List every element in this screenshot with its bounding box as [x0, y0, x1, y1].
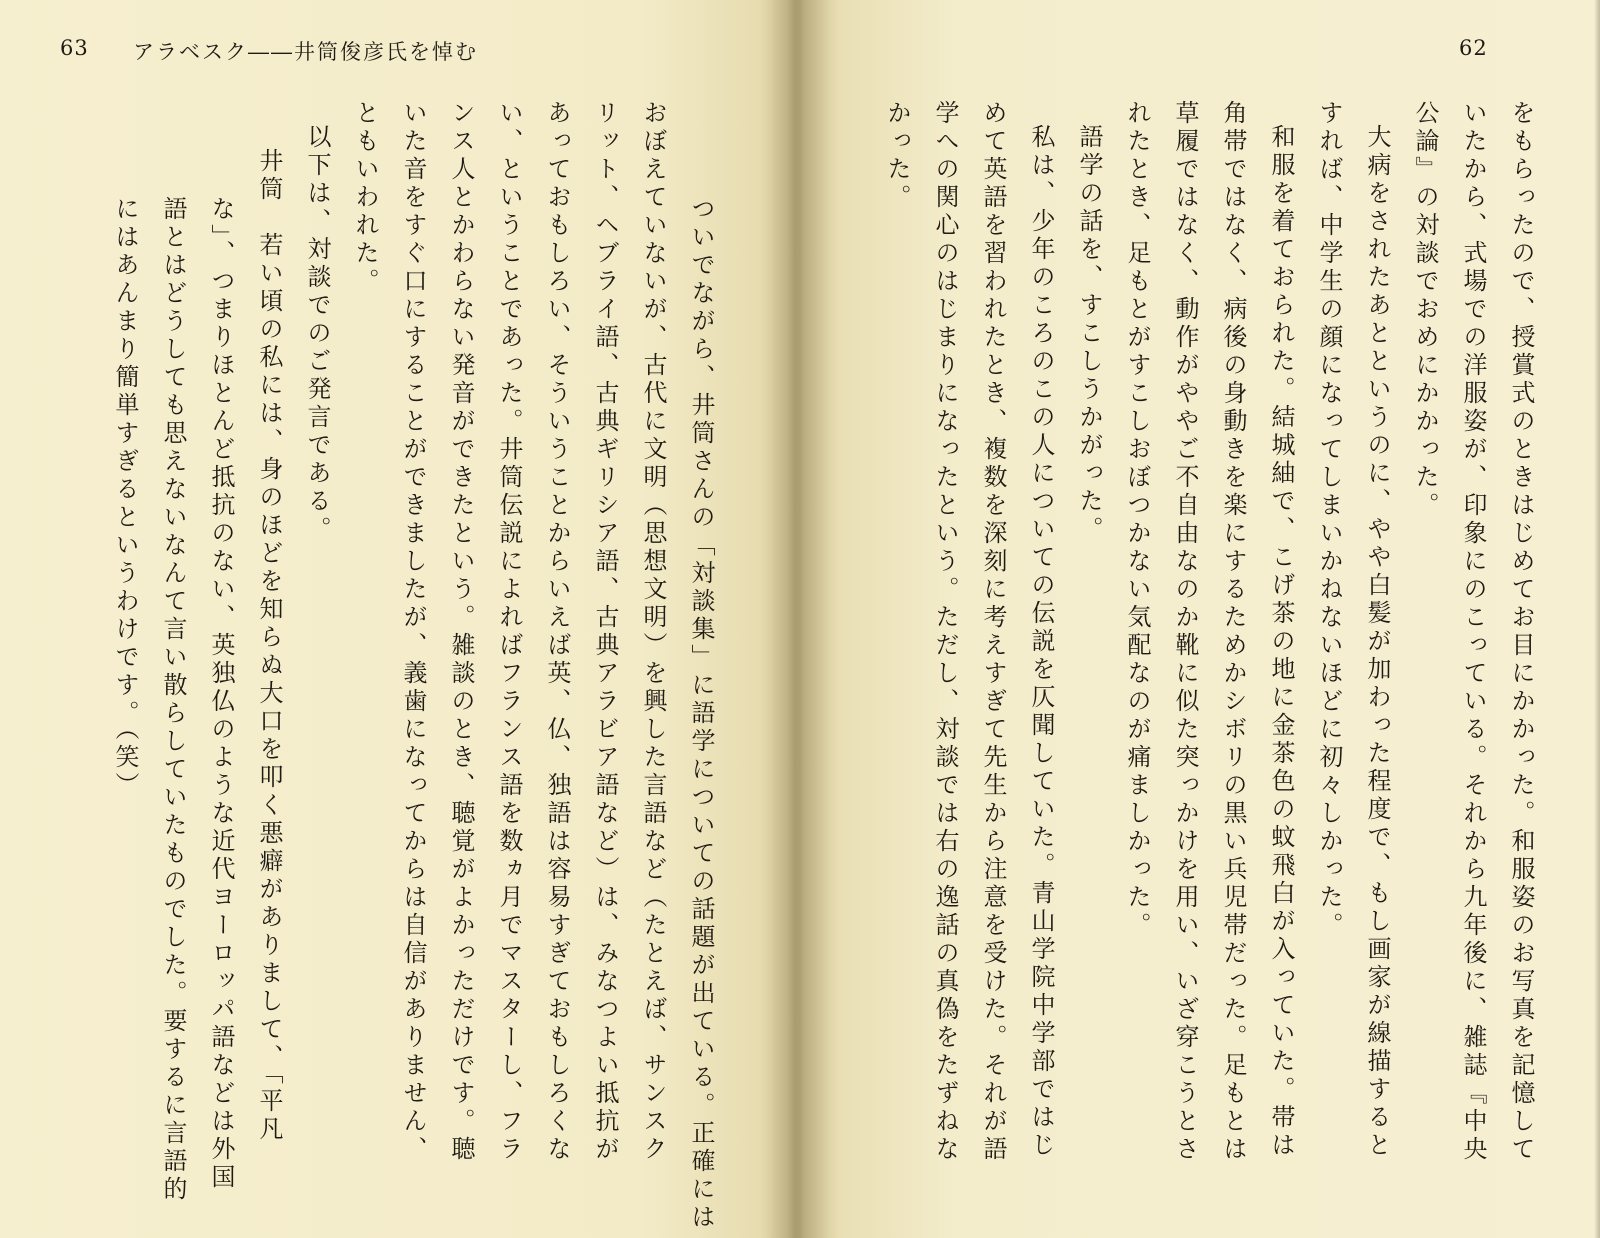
page-number-right: 62	[1459, 36, 1488, 60]
body-line: 私は、少年のころのこの人についての伝説を仄聞していた。青山学院中学部ではじ	[1027, 124, 1055, 1160]
body-line: 語学の話を、すこしうかがった。	[1075, 124, 1103, 544]
body-line: 草履ではなく、動作がややご不自由なのか靴に似た突っかけを用い、いざ穿こうとさ	[1171, 100, 1199, 1164]
quote-line: な」、つまりほとんど抵抗のない、英独仏のような近代ヨーロッパ語などは外国	[207, 196, 235, 1192]
quote-line: 語とはどうしても思えないなんて言い散らしていたものでした。要するに言語的	[159, 196, 187, 1204]
left-page-body	[101, 100, 725, 1232]
page-edge	[1594, 0, 1600, 1238]
body-line: リット、ヘブライ語、古典ギリシア語、古典アラビア語など）は、みなつよい抵抗が	[591, 100, 619, 1164]
body-line: 公論』の対談でおめにかかった。	[1411, 100, 1439, 520]
body-line: ンス人とかわらない発音ができたという。雑談のとき、聴覚がよかっただけです。聴	[447, 100, 475, 1164]
body-line: い、ということであった。井筒伝説によればフランス語を数ヵ月でマスターし、フラ	[495, 100, 523, 1164]
right-page-body	[873, 100, 1545, 1200]
quote-line: にはあんまり簡単すぎるというわけです。（笑）	[111, 196, 139, 800]
page-number-left: 63	[60, 36, 89, 60]
body-line: あっておもしろい、そういうことからいえば英、仏、独語は容易すぎておもしろくな	[543, 100, 571, 1164]
body-line: 和服を着ておられた。結城紬で、こげ茶の地に金茶色の蚊飛白が入っていた。帯は	[1267, 124, 1295, 1160]
body-line: れたとき、足もとがすこしおぼつかない気配なのが痛ましかった。	[1123, 100, 1151, 940]
quote-line: 井筒 若い頃の私には、身のほどを知らぬ大口を叩く悪癖がありまして、「平凡	[255, 148, 283, 1144]
running-head: アラベスク――井筒俊彦氏を悼む	[133, 40, 478, 64]
body-line: ともいわれた。	[351, 100, 379, 296]
body-line: 以下は、対談でのご発言である。	[303, 124, 331, 544]
right-page	[795, 0, 1600, 1238]
body-line: をもらったので、授賞式のときはじめてお目にかかった。和服姿のお写真を記憶して	[1507, 100, 1535, 1164]
body-line: めて英語を習われたとき、複数を深刻に考えすぎて先生から注意を受けた。それが語	[979, 100, 1007, 1164]
body-line: 学への関心のはじまりになったという。ただし、対談では右の逸話の真偽をたずねな	[931, 100, 959, 1164]
body-line: いたから、式場での洋服姿が、印象にのこっている。それから九年後に、雑誌『中央	[1459, 100, 1487, 1164]
body-line: いた音をすぐ口にすることができましたが、義歯になってからは自信がありません、	[399, 100, 427, 1164]
left-page	[0, 0, 795, 1238]
body-line: ついでながら、井筒さんの「対談集」に語学についての話題が出ている。正確には	[687, 196, 715, 1232]
body-line: かった。	[883, 100, 911, 212]
body-line: すれば、中学生の顔になってしまいかねないほどに初々しかった。	[1315, 100, 1343, 940]
body-line: 角帯ではなく、病後の身動きを楽にするためかシボリの黒い兵児帯だった。足もとは	[1219, 100, 1247, 1164]
body-line: おぼえていないが、古代に文明（思想文明）を興した言語など（たとえば、サンスク	[639, 100, 667, 1164]
body-line: 大病をされたあとというのに、やや白髪が加わった程度で、もし画家が線描すると	[1363, 124, 1391, 1160]
